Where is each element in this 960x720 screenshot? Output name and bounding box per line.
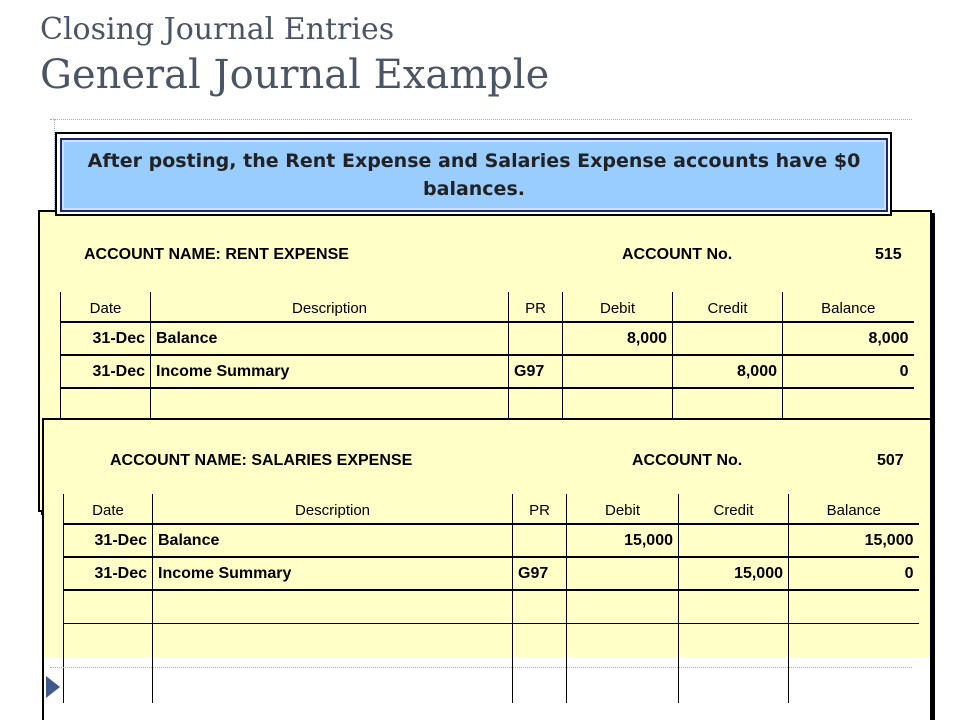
- col-credit: Credit: [673, 292, 783, 322]
- row-date: 31-Dec: [61, 355, 151, 388]
- row-debit: [567, 557, 679, 590]
- salaries-column-headers: [64, 494, 919, 524]
- row-description: Balance: [153, 524, 513, 557]
- salaries-account-no-label: ACCOUNT No.: [632, 452, 743, 469]
- col-pr: PR: [509, 292, 563, 322]
- salaries-ledger-table: [63, 494, 919, 703]
- rent-column-headers: [61, 292, 914, 322]
- slide-subtitle: Closing Journal Entries: [40, 12, 395, 47]
- row-balance: 0: [789, 557, 919, 590]
- row-balance: 8,000: [783, 322, 914, 355]
- rent-account-name: ACCOUNT NAME: RENT EXPENSE: [84, 246, 349, 263]
- rent-ledger-table: [60, 292, 914, 421]
- col-debit: Debit: [563, 292, 673, 322]
- bullet-arrow-icon: [46, 676, 60, 698]
- col-debit: Debit: [567, 494, 679, 524]
- blank-row: [61, 388, 914, 421]
- row-description: Balance: [151, 322, 509, 355]
- callout-banner: [60, 138, 888, 212]
- callout-text: After posting, the Rent Expense and Salaries Expense accounts have $0 balances.: [87, 150, 861, 200]
- slide-title: General Journal Example: [40, 52, 550, 98]
- col-balance: Balance: [783, 292, 914, 322]
- row-balance: 15,000: [789, 524, 919, 557]
- row-credit: [679, 524, 789, 557]
- col-credit: Credit: [679, 494, 789, 524]
- blank-row: [64, 590, 919, 623]
- col-pr: PR: [513, 494, 567, 524]
- col-balance: Balance: [789, 494, 919, 524]
- row-date: 31-Dec: [64, 557, 153, 590]
- row-pr: G97: [513, 557, 567, 590]
- row-description: Income Summary: [151, 355, 509, 388]
- top-divider: [50, 119, 912, 120]
- salaries-account-number: 507: [877, 452, 904, 469]
- table-row: [64, 524, 919, 557]
- salaries-account-name: ACCOUNT NAME: SALARIES EXPENSE: [110, 452, 413, 469]
- row-credit: [673, 322, 783, 355]
- row-credit: 15,000: [679, 557, 789, 590]
- table-row: [61, 355, 914, 388]
- row-credit: 8,000: [673, 355, 783, 388]
- table-row: [64, 557, 919, 590]
- col-description: Description: [153, 494, 513, 524]
- row-debit: 15,000: [567, 524, 679, 557]
- row-description: Income Summary: [153, 557, 513, 590]
- rent-account-no-label: ACCOUNT No.: [622, 246, 733, 263]
- bottom-divider: [50, 667, 912, 668]
- table-row: [61, 322, 914, 355]
- col-date: Date: [64, 494, 153, 524]
- row-pr: [513, 524, 567, 557]
- row-pr: G97: [509, 355, 563, 388]
- col-date: Date: [61, 292, 151, 322]
- row-pr: [509, 322, 563, 355]
- row-debit: 8,000: [563, 322, 673, 355]
- blank-row: [64, 623, 919, 703]
- row-debit: [563, 355, 673, 388]
- rent-account-number: 515: [875, 246, 902, 263]
- row-date: 31-Dec: [61, 322, 151, 355]
- salaries-expense-ledger: [42, 418, 932, 720]
- row-date: 31-Dec: [64, 524, 153, 557]
- col-description: Description: [151, 292, 509, 322]
- row-balance: 0: [783, 355, 914, 388]
